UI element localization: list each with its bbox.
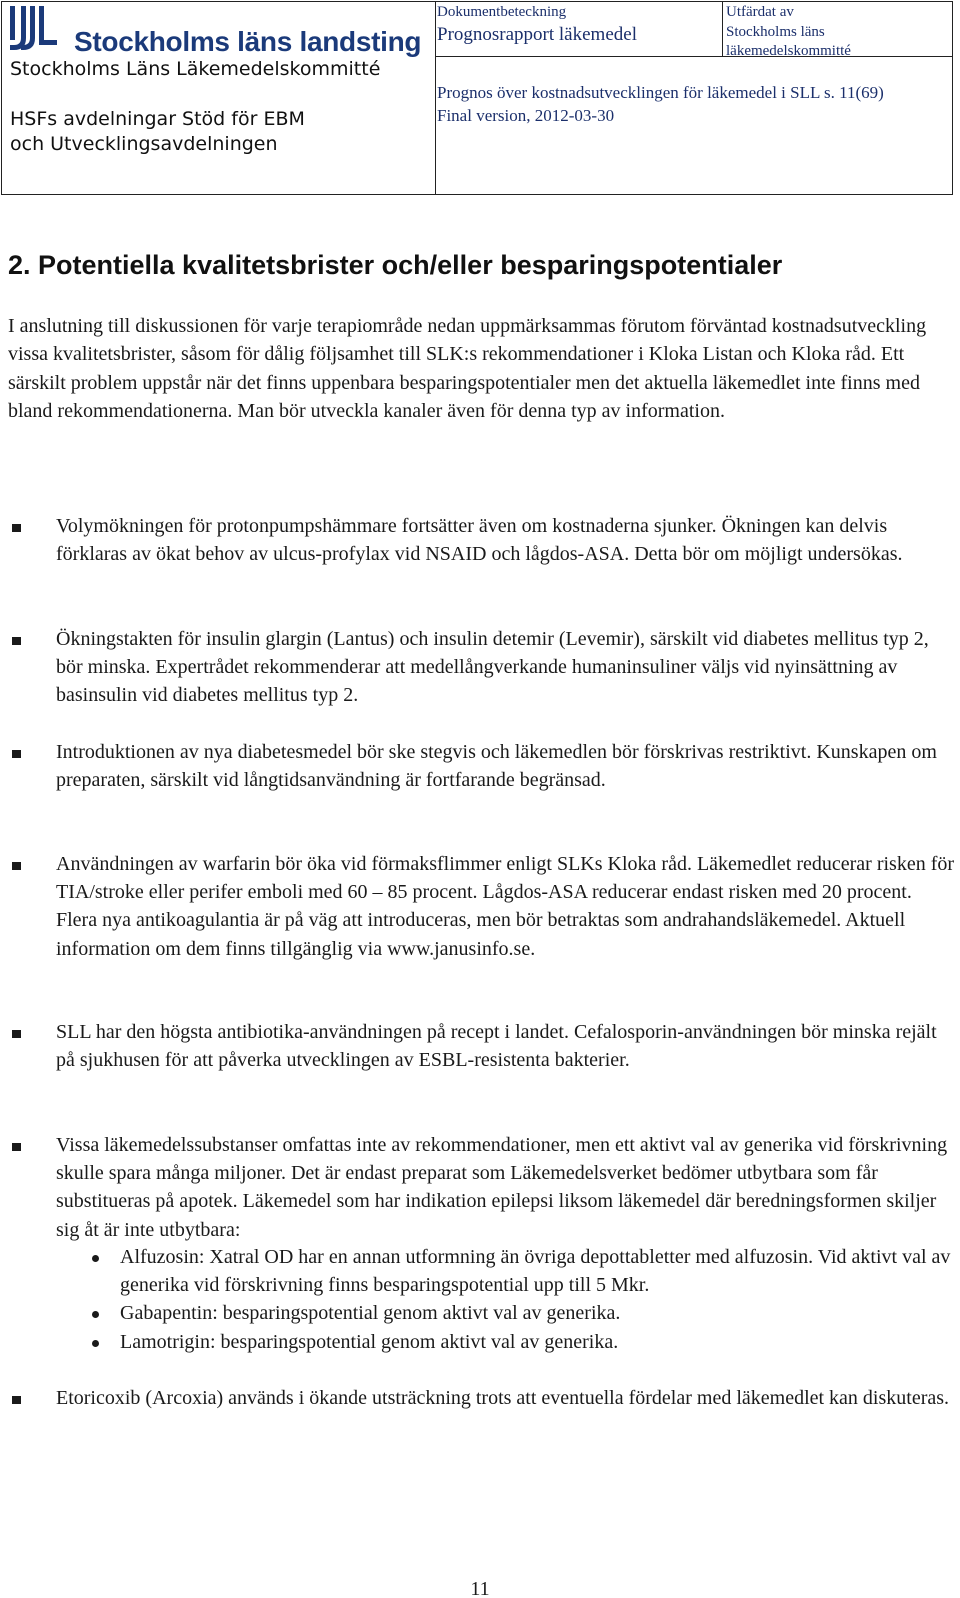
doc-value: Prognosrapport läkemedel — [437, 24, 637, 45]
header-divider — [435, 56, 953, 57]
round-bullet-icon — [92, 1340, 99, 1347]
doc-version: Final version, 2012-03-30 — [437, 106, 615, 125]
doc-title: Prognos över kostnadsutvecklingen för läkemedel i SLL s. 11(69) — [437, 83, 884, 102]
list-item-text: Vissa läkemedelssubstanser omfattas inte av rekommendationer, men ett aktivt val av generika vid förskrivning skulle spara många miljoner. Det är endast preparat som Läkemedelsverket bedömer utbytbara som får substitueras på apotek. Läkemedel som har indikation epilepsi liksom läkemedel där beredningsformen skiljer sig åt är inte utbytbara: — [56, 1134, 948, 1241]
issued-value: Stockholms läns — [726, 24, 825, 40]
sll-logo — [8, 4, 428, 58]
list-item-text: Introduktionen av nya diabetesmedel bör ske stegvis och läkemedlen bör förskrivas restriktivt. Kunskapen om preparaten, särskilt vid långtidsanvändning är fortfarande begränsad. — [56, 741, 937, 792]
sub-list-item — [92, 1328, 956, 1356]
header-divider — [435, 2, 436, 194]
round-bullet-icon — [92, 1311, 99, 1318]
doc-label: Dokumentbeteckning — [437, 4, 567, 20]
list-item-text: Ökningstakten för insulin glargin (Lantus) och insulin detemir (Levemir), särskilt vid diabetes mellitus typ 2, bör minska. Expertrådet rekommenderar att medellångverkande humaninsuliner väljs vid nyinsättning av basinsulin vid diabetes mellitus typ 2. — [56, 628, 929, 707]
square-bullet-icon — [12, 1030, 21, 1038]
sub-list — [92, 1243, 956, 1356]
list-item — [8, 738, 956, 794]
list-item — [8, 625, 956, 710]
section-heading: 2. Potentiella kvalitetsbrister och/eller besparingspotentialer — [8, 250, 783, 280]
square-bullet-icon — [12, 1143, 21, 1151]
logo-wordmark: Stockholms läns landsting — [74, 26, 422, 57]
list-item — [8, 1018, 956, 1074]
list-item — [8, 850, 956, 963]
list-item-text: SLL har den högsta antibiotika-användningen på recept i landet. Cefalosporin-användningen bör minska rejält på sjukhusen för att påverka utvecklingen av ESBL-resistenta bakterier. — [56, 1021, 937, 1072]
org-name: Stockholms Läns Läkemedelskommitté — [10, 58, 381, 80]
square-bullet-icon — [12, 862, 21, 870]
sub-list-item-text: Alfuzosin: Xatral OD har en annan utformning än övriga depottabletter med alfuzosin. Vid aktivt val av generika vid förskrivning finns besparingspotential upp till 5 Mkr. — [120, 1246, 951, 1297]
square-bullet-icon — [12, 637, 21, 645]
sub-list-item-text: Gabapentin: besparingspotential genom aktivt val av generika. — [120, 1302, 621, 1325]
square-bullet-icon — [12, 524, 21, 532]
list-item-text: Användningen av warfarin bör öka vid förmaksflimmer enligt SLKs Kloka råd. Läkemedlet reducerar risken för TIA/stroke eller perifer emboli med 60 – 85 procent. Lågdos-ASA reducerar endast risken med 20 procent. Flera nya antikoagulantia är på väg att introduceras, men bör betraktas som andrahandsläkemedel. Aktuell information om dem finns tillgänglig via www.janusinfo.se. — [56, 853, 955, 960]
sll-logo-mark-icon — [8, 4, 70, 54]
list-item-text: Etoricoxib (Arcoxia) används i ökande utsträckning trots att eventuella fördelar med läkemedlet kan diskuteras. — [56, 1387, 950, 1409]
list-item — [8, 512, 956, 568]
sub-list-item — [92, 1243, 956, 1299]
list-item-text: Volymökningen för protonpumpshämmare fortsätter även om kostnaderna sjunker. Ökningen kan delvis förklaras av ökat behov av ulcus-profylax vid NSAID och lågdos-ASA. Detta bör om möjligt undersökas. — [56, 515, 903, 566]
header-divider — [722, 2, 723, 56]
sub-list-item — [92, 1299, 956, 1327]
square-bullet-icon — [12, 750, 21, 758]
intro-paragraph: I anslutning till diskussionen för varje terapiområde nedan uppmärksammas förutom förväntad kostnadsutveckling vissa kvalitetsbrister, såsom för dålig följsamhet till SLK:s rekommendationer i Kloka Listan och Kloka råd. Ett särskilt problem uppstår när det finns uppenbara besparingspotentialer men det aktuella läkemedlet inte finns med bland rekommendationerna. Man bör utveckla kanaler även för denna typ av information. — [8, 315, 927, 422]
sub-list-item-text: Lamotrigin: besparingspotential genom aktivt val av generika. — [120, 1330, 619, 1353]
issued-label: Utfärdat av — [726, 4, 794, 20]
list-item — [8, 1384, 956, 1412]
page-number: 11 — [470, 1578, 490, 1598]
square-bullet-icon — [12, 1396, 21, 1404]
org-department: HSFs avdelningar Stöd för EBM — [10, 108, 305, 130]
round-bullet-icon — [92, 1255, 99, 1262]
issued-value: läkemedelskommitté — [726, 43, 851, 59]
list-item — [8, 1131, 956, 1244]
org-department: och Utvecklingsavdelningen — [10, 133, 278, 155]
